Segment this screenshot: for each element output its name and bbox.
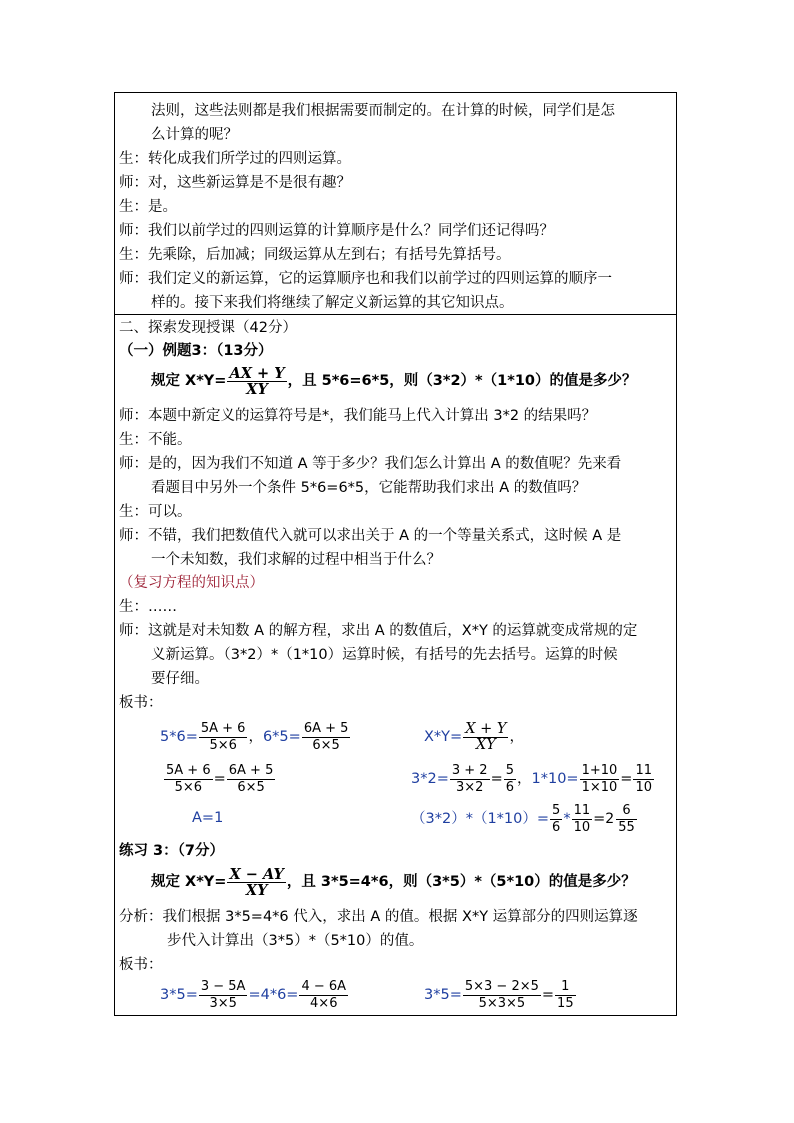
example-title: （一）例题3：（13分） [119, 343, 273, 359]
practice-problem: 规定 X*Y= $\frac{X - AY}{XY}$ ，且 3*5=4*6，则（3*5）*（5*10）的值是多少？ [151, 865, 636, 899]
review-note: （复习方程的知识点） [119, 575, 264, 591]
dialog-line: 师：本题中新定义的运算符号是*，我们能马上代入计算出 3*2 的结果吗？ [119, 408, 597, 424]
practice-title: 练习 3：（7分） [119, 843, 224, 859]
dialog-line: 师：这就是对未知数 A 的解方程，求出 A 的数值后，X*Y 的运算就变成常规的定 [119, 623, 638, 639]
practice-board-left: 3*5= $\frac{3 - 5A}{3\times 5}$ =4*6= $\frac{4 - 6A}{4\times 6}$ [160, 978, 347, 1011]
analysis-line: 步代入计算出（3*5）*（5*10）的值。 [167, 933, 424, 949]
row-divider [115, 314, 676, 315]
dialog-line: 生：可以。 [119, 504, 192, 520]
dialog-line: 生：…… [119, 599, 177, 615]
dialog-line: 样的。接下来我们将继续了解定义新运算的其它知识点。 [151, 295, 514, 311]
dialog-line: 师：不错，我们把数值代入就可以求出关于 A 的一个等量关系式，这时候 A 是 [119, 528, 622, 544]
board-final-result: （3*2）*（1*10）= $\frac{5}{6}$ * $\frac{11}{10}$ =2 $\frac{6}{55}$ [411, 802, 635, 835]
board-equation-equal: $\frac{5A + 6}{5\times 6}$ = $\frac{6A + 5}{6\times 5}$ [166, 762, 274, 795]
board-definition: X*Y= $\frac{X + Y}{XY}$ ， [424, 720, 524, 753]
dialog-line: 师：我们以前学过的四则运算的计算顺序是什么？同学们还记得吗？ [119, 223, 554, 239]
dialog-line: 生：转化成我们所学过的四则运算。 [119, 151, 351, 167]
example-problem: 规定 X*Y= $\frac{AX + Y}{XY}$ ，且 5*6=6*5，则（3*2）*（1*10）的值是多少？ [151, 364, 637, 398]
dialog-line: 师：是的，因为我们不知道 A 等于多少？我们怎么计算出 A 的数值呢？先来看 [119, 456, 622, 472]
lesson-table [114, 92, 677, 1016]
board-equation-substitute: 5*6= $\frac{5A + 6}{5\times 6}$ ，6*5= $\frac{6A + 5}{6\times 5}$ [160, 720, 349, 753]
board-label: 板书： [119, 957, 163, 973]
dialog-line: 师：我们定义的新运算，它的运算顺序也和我们以前学过的四则运算的顺序一 [119, 271, 612, 287]
dialog-line: 要仔细。 [151, 671, 209, 687]
dialog-line: 看题目中另外一个条件 5*6=6*5，它能帮助我们求出 A 的数值吗？ [151, 480, 587, 496]
dialog-line: 一个未知数，我们求解的过程中相当于什么？ [151, 552, 441, 568]
text-line: 法则，这些法则都是我们根据需要而制定的。在计算的时候，同学们是怎 [151, 103, 615, 119]
dialog-line: 义新运算。（3*2）*（1*10）运算时候，有括号的先去括号。运算的时候 [151, 647, 618, 663]
analysis-line: 分析：我们根据 3*5=4*6 代入，求出 A 的值。根据 X*Y 运算部分的四则运算逐 [119, 909, 638, 925]
dialog-line: 生：是。 [119, 199, 177, 215]
section-heading: 二、探索发现授课（42分） [119, 320, 297, 336]
dialog-line: 生：先乘除，后加减；同级运算从左到右；有括号先算括号。 [119, 247, 511, 263]
board-calc-parts: 3*2= $\frac{3 + 2}{3\times 2}$ = $\frac{5}{6}$ ，1*10= $\frac{1+10}{1\times 10}$ = $\frac{11}{10}$ [411, 762, 652, 795]
board-a-result: A=1 [192, 810, 224, 826]
practice-board-right: 3*5= $\frac{5\times 3 - 2\times 5}{5\times 3\times 5}$ = $\frac{1}{15}$ [424, 978, 574, 1011]
dialog-line: 师：对，这些新运算是不是很有趣？ [119, 175, 351, 191]
text-line: 么计算的呢？ [151, 127, 238, 143]
dialog-line: 生：不能。 [119, 432, 192, 448]
board-label: 板书： [119, 695, 163, 711]
